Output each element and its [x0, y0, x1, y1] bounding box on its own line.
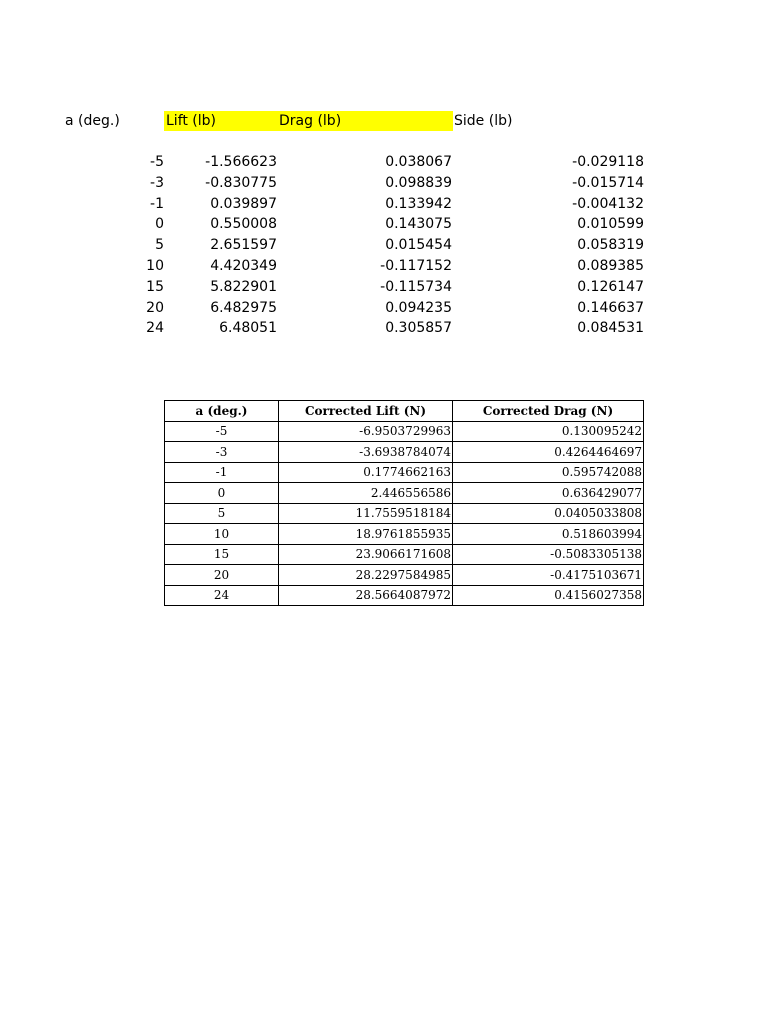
corrected-drag-cell: 0.0405033808: [453, 503, 644, 524]
raw-lift-cell: -1.566623: [205, 154, 277, 170]
header-lift: Lift (lb): [164, 111, 278, 131]
raw-row: [0, 235, 768, 256]
corrected-angle-cell: -3: [165, 442, 279, 463]
corrected-drag-cell: 0.130095242: [453, 421, 644, 442]
corrected-header-row: [165, 401, 644, 422]
corrected-lift-cell: 28.5664087972: [279, 585, 453, 606]
corrected-angle-cell: 15: [165, 544, 279, 565]
raw-lift-cell: 5.822901: [210, 278, 277, 295]
raw-side-cell: 0.084531: [577, 320, 644, 337]
corrected-drag-cell: 0.636429077: [453, 483, 644, 504]
corrected-lift-cell: 18.9761855935: [279, 524, 453, 545]
corrected-lift-cell: 28.2297584985: [279, 565, 453, 586]
raw-side-cell: 0.126147: [577, 278, 644, 295]
raw-data-rows: [0, 152, 768, 339]
corrected-angle-cell: 24: [165, 585, 279, 606]
corrected-lift-cell: 0.1774662163: [279, 462, 453, 483]
corrected-header-lift: Corrected Lift (N): [279, 401, 453, 422]
raw-row: [0, 298, 768, 319]
header-angle: a (deg.): [65, 113, 120, 129]
table-row: [165, 462, 644, 483]
raw-drag-cell: 0.133942: [385, 195, 452, 212]
table-row: [165, 503, 644, 524]
corrected-table: [164, 400, 644, 606]
raw-lift-cell: -0.830775: [205, 174, 277, 191]
corrected-lift-cell: 2.446556586: [279, 483, 453, 504]
raw-row: [0, 173, 768, 194]
raw-angle-cell: 0: [155, 216, 164, 233]
table-row: [165, 421, 644, 442]
table-row: [165, 483, 644, 504]
header-side: Side (lb): [454, 113, 513, 129]
raw-side-cell: 0.010599: [577, 216, 644, 233]
raw-lift-cell: 6.48051: [219, 320, 277, 337]
raw-side-cell: 0.146637: [577, 299, 644, 316]
raw-drag-cell: 0.094235: [385, 299, 452, 316]
raw-angle-cell: 5: [155, 237, 164, 254]
raw-side-cell: -0.004132: [572, 195, 644, 212]
table-row: [165, 544, 644, 565]
corrected-angle-cell: -5: [165, 421, 279, 442]
raw-angle-cell: 10: [146, 257, 164, 274]
raw-drag-cell: -0.117152: [380, 257, 452, 274]
raw-data-block: [0, 0, 768, 360]
corrected-header-drag: Corrected Drag (N): [453, 401, 644, 422]
corrected-drag-cell: 0.4264464697: [453, 442, 644, 463]
raw-drag-cell: 0.143075: [385, 216, 452, 233]
raw-angle-cell: 15: [146, 278, 164, 295]
raw-lift-cell: 0.039897: [210, 195, 277, 212]
corrected-lift-cell: 23.9066171608: [279, 544, 453, 565]
table-row: [165, 442, 644, 463]
corrected-header-angle: a (deg.): [165, 401, 279, 422]
corrected-lift-cell: 11.7559518184: [279, 503, 453, 524]
raw-side-cell: -0.029118: [572, 154, 644, 170]
corrected-angle-cell: 5: [165, 503, 279, 524]
raw-angle-cell: -1: [150, 195, 164, 212]
raw-row: [0, 152, 768, 173]
raw-lift-cell: 6.482975: [210, 299, 277, 316]
table-row: [165, 565, 644, 586]
raw-angle-cell: 24: [146, 320, 164, 337]
raw-angle-cell: 20: [146, 299, 164, 316]
header-drag: Drag (lb): [278, 111, 453, 131]
raw-lift-cell: 2.651597: [210, 237, 277, 254]
raw-side-cell: 0.058319: [577, 237, 644, 254]
raw-side-cell: 0.089385: [577, 257, 644, 274]
raw-angle-cell: -3: [150, 174, 164, 191]
corrected-angle-cell: 10: [165, 524, 279, 545]
raw-drag-cell: 0.305857: [385, 320, 452, 337]
table-row: [165, 524, 644, 545]
corrected-angle-cell: -1: [165, 462, 279, 483]
raw-lift-cell: 0.550008: [210, 216, 277, 233]
raw-row: [0, 194, 768, 215]
corrected-lift-cell: -6.9503729963: [279, 421, 453, 442]
raw-angle-cell: -5: [150, 154, 164, 170]
corrected-drag-cell: 0.595742088: [453, 462, 644, 483]
corrected-lift-cell: -3.6938784074: [279, 442, 453, 463]
corrected-angle-cell: 0: [165, 483, 279, 504]
corrected-angle-cell: 20: [165, 565, 279, 586]
corrected-drag-cell: -0.4175103671: [453, 565, 644, 586]
raw-row: [0, 214, 768, 235]
raw-side-cell: -0.015714: [572, 174, 644, 191]
raw-row: [0, 256, 768, 277]
corrected-drag-cell: 0.4156027358: [453, 585, 644, 606]
raw-drag-cell: -0.115734: [380, 278, 452, 295]
raw-row: [0, 277, 768, 298]
raw-row: [0, 318, 768, 339]
raw-drag-cell: 0.038067: [385, 154, 452, 170]
raw-drag-cell: 0.098839: [385, 174, 452, 191]
corrected-drag-cell: -0.5083305138: [453, 544, 644, 565]
raw-lift-cell: 4.420349: [210, 257, 277, 274]
table-row: [165, 585, 644, 606]
raw-drag-cell: 0.015454: [385, 237, 452, 254]
corrected-drag-cell: 0.518603994: [453, 524, 644, 545]
